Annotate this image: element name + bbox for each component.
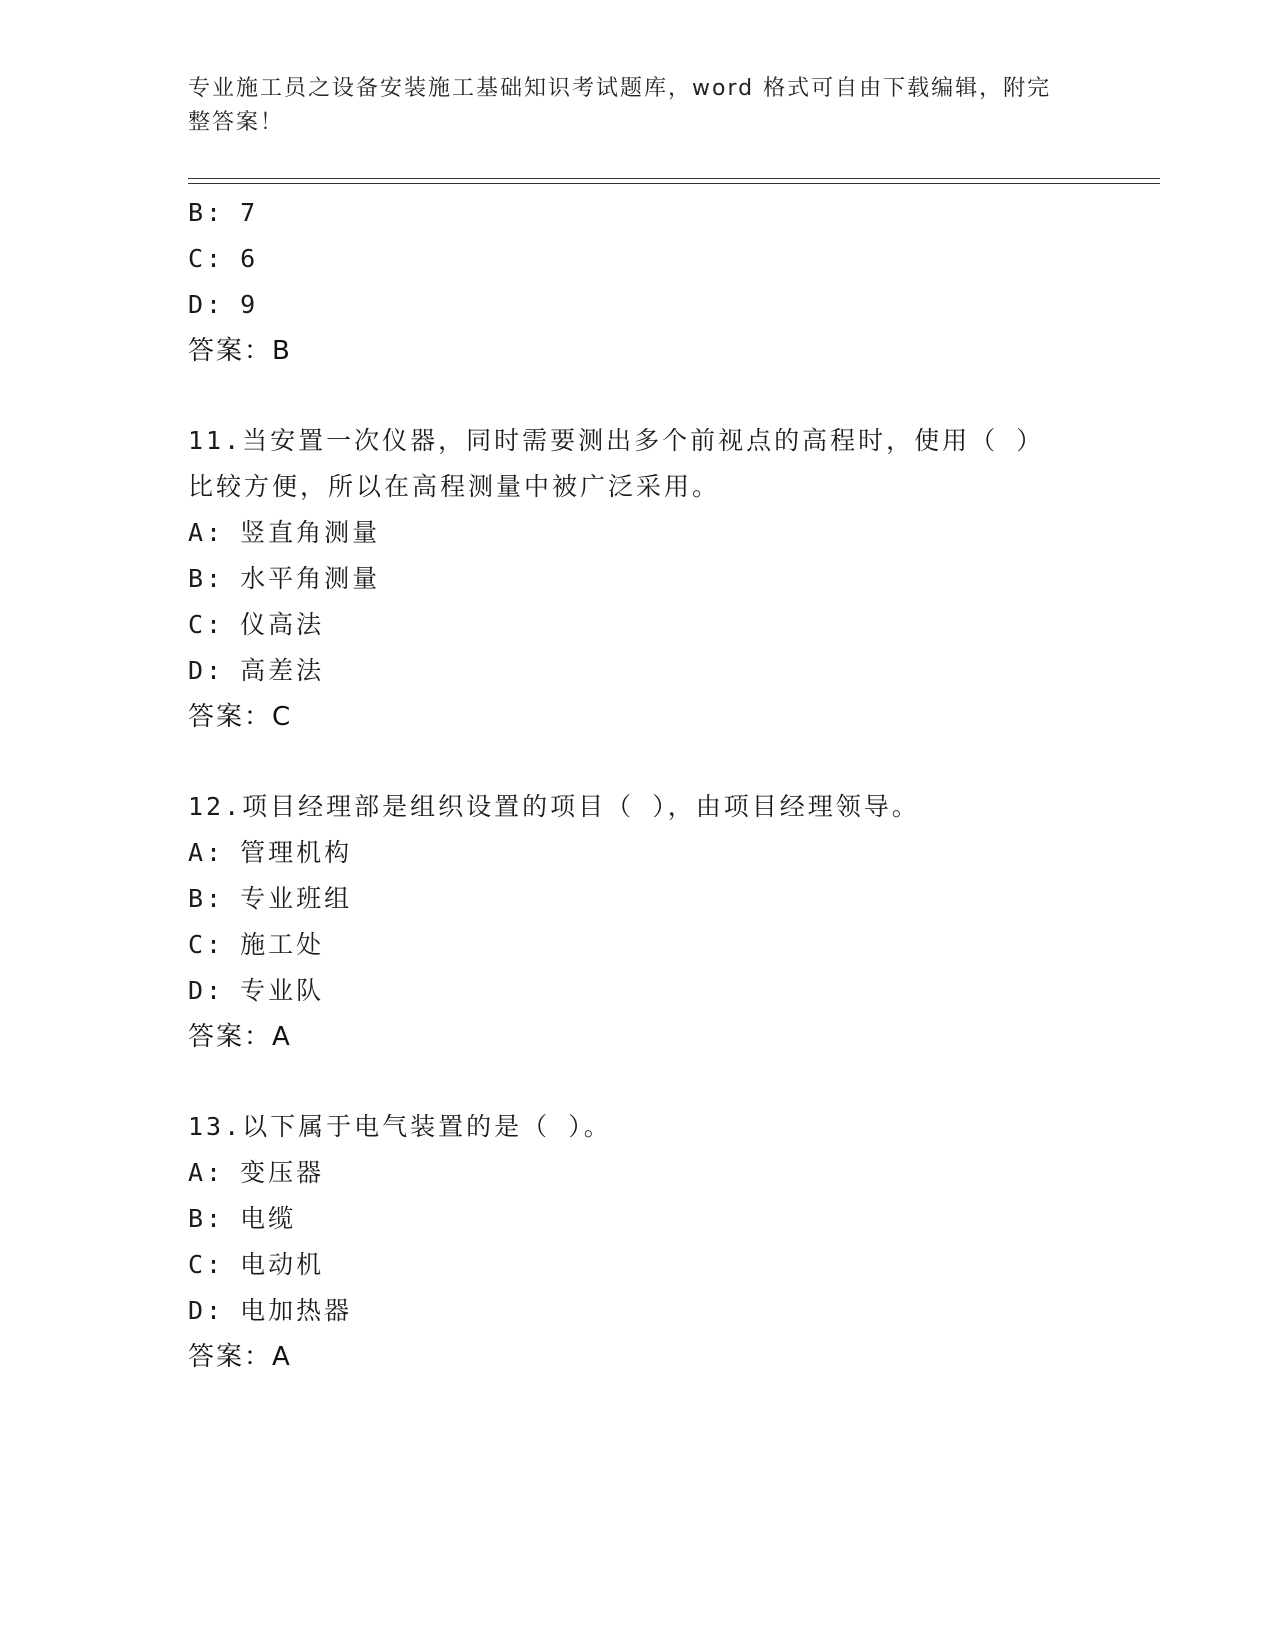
spacer (188, 740, 1088, 784)
option-d: D: 高差法 (188, 656, 325, 685)
option-c: C: 施工处 (188, 930, 325, 959)
question-13 (188, 1104, 1088, 1380)
option-d: D: 9 (188, 290, 259, 319)
option-b: B: 专业班组 (188, 884, 353, 913)
header-line-1: 专业施工员之设备安装施工基础知识考试题库，word 格式可自由下载编辑，附完 (188, 76, 1052, 101)
header-line-2: 整答案！ (188, 110, 285, 135)
option-c: C: 仪高法 (188, 610, 325, 639)
question-stem: 13.以下属于电气装置的是（ ）。 (188, 1112, 612, 1141)
option-b: B: 电缆 (188, 1204, 297, 1233)
option-d: D: 专业队 (188, 976, 325, 1005)
answer-line: 答案：A (188, 1342, 292, 1372)
option-a: A: 管理机构 (188, 838, 353, 867)
question-stem: 11.当安置一次仪器，同时需要测出多个前视点的高程时，使用（ ） (188, 426, 1045, 455)
option-a: A: 变压器 (188, 1158, 325, 1187)
option-a: A: 竖直角测量 (188, 518, 381, 547)
option-c: C: 6 (188, 244, 259, 273)
question-12 (188, 784, 1088, 1060)
question-stem-cont: 比较方便，所以在高程测量中被广泛采用。 (188, 472, 721, 501)
question-11 (188, 418, 1088, 740)
spacer (188, 1060, 1088, 1104)
option-b: B: 水平角测量 (188, 564, 381, 593)
page-header (188, 72, 1068, 140)
option-c: C: 电动机 (188, 1250, 325, 1279)
option-b: B: 7 (188, 198, 259, 227)
answer-line: 答案：C (188, 702, 293, 732)
question-stem: 12.项目经理部是组织设置的项目（ ），由项目经理领导。 (188, 792, 920, 821)
question-list (188, 190, 1088, 1380)
answer-line: 答案：A (188, 1022, 292, 1052)
spacer (188, 374, 1088, 418)
answer-line: 答案：B (188, 336, 292, 366)
header-divider (188, 178, 1160, 184)
question-10-tail (188, 190, 1088, 374)
option-d: D: 电加热器 (188, 1296, 353, 1325)
